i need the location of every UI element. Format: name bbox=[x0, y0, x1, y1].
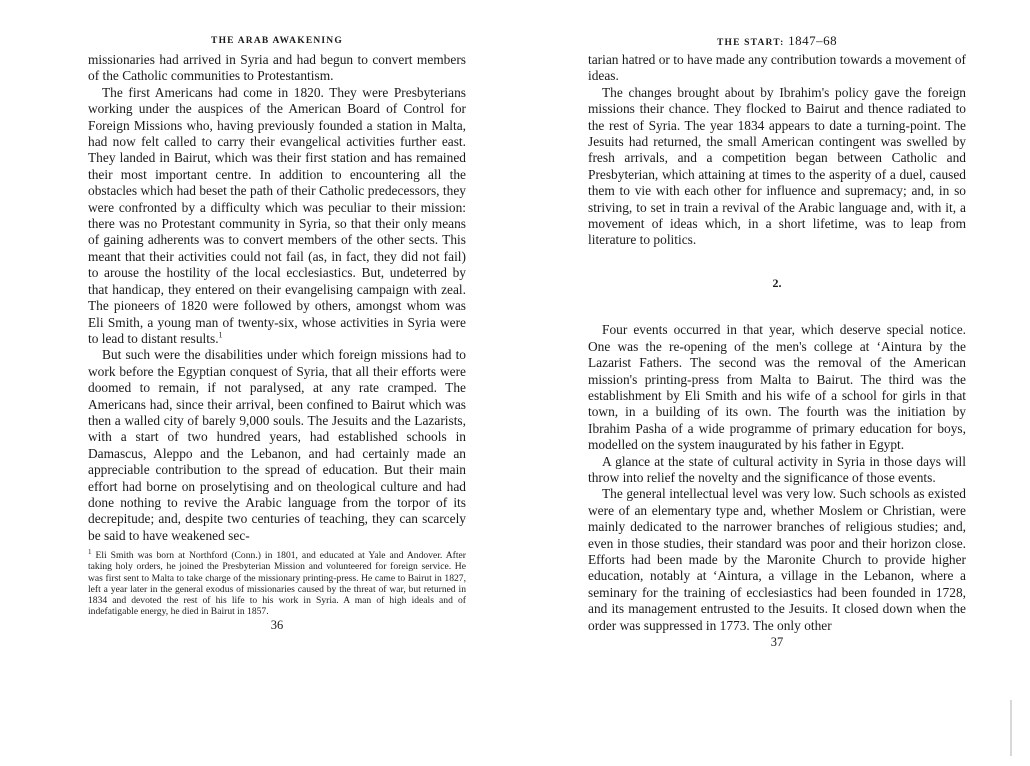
section-number: 2. bbox=[772, 275, 782, 290]
scan-edge-mark bbox=[1010, 700, 1012, 756]
paragraph-text: The first Americans had come in 1820. They were Presbyterians working under the auspices of the American Board of Control for Foreign Missions who, having previously founded a station in Malta, had now felt called to carry their evangelical activities further east. They landed in Bairut, which was their first station and has remained their most important centre. In addition to encountering all the obstacles which had beset the path of their Catholic predecessors, they were confronted by a difficulty which was peculiar to their mission: there was no Protestant community in Syria, so that their only means of gaining adherents was to convert members of the other sects. This meant that their activities could not fail (as, in fact, they did not fail) to arouse the hostility of the local ecclesiastics. But, undeterred by that handicap, they entered on their evangelising campaign with zeal. The pioneers of 1820 were followed by others, amongst whom was Eli Smith, a young man of twenty-six, whose activities in Syria were to lead to distant results. bbox=[88, 84, 466, 346]
paragraph bbox=[88, 85, 466, 348]
running-head-years: 1847–68 bbox=[788, 33, 838, 48]
right-page bbox=[588, 34, 966, 650]
left-page-body bbox=[88, 52, 466, 544]
footnote-reference[interactable]: 1 bbox=[218, 330, 223, 340]
page-number-right: 37 bbox=[770, 635, 784, 649]
footnote-marker: 1 bbox=[88, 548, 92, 556]
paragraph: tarian hatred or to have made any contribution towards a movement of ideas. bbox=[588, 52, 966, 84]
page-number-left: 36 bbox=[270, 618, 284, 633]
running-head-right bbox=[588, 34, 966, 52]
paragraph: A glance at the state of cultural activity in Syria in those days will throw into relief the novelty and the significance of those events. bbox=[588, 453, 966, 485]
paragraph: missionaries had arrived in Syria and had begun to convert members of the Catholic communities to Protestantism. bbox=[88, 52, 466, 84]
footnote bbox=[88, 550, 466, 617]
left-page bbox=[88, 34, 466, 633]
paragraph: Four events occurred in that year, which deserve special notice. One was the re-opening of the men's college at ‘Aintura by the Lazarist Fathers. The second was the removal of the American mission's printing-press from Malta to Bairut. The third was the establishment by Eli Smith and his wife of a school for girls in that town, in a building of its own. The fourth was the initiation by Ibrahim Pasha of a wide programme of primary education for boys, modelled on the system inaugurated by his father in Egypt. bbox=[588, 322, 966, 453]
footnote-text: Eli Smith was born at Northford (Conn.) in 1801, and educated at Yale and Andover. After taking holy orders, he joined the Presbyterian Mission and volunteered for foreign service. He was first sent to Malta to take charge of the missionary printing-press. He came to Bairut in 1827, left a year later in the general exodus of missionaries caused by the threat of war, but returned in 1834 and devoted the rest of his life to his work in Syria. A man of high ideals and of indefatigable energy, he died in Bairut in 1857. bbox=[88, 550, 466, 618]
running-head-title: THE START: bbox=[716, 38, 785, 48]
paragraph: The changes brought about by Ibrahim's policy gave the foreign missions their chance. They flocked to Bairut and thence radiated to the rest of Syria. The year 1834 appears to date a turning-point. The Jesuits had returned, the small American contingent was swelled by fresh arrivals, and a competition began between Catholic and Presbyterian, which attaining at times to the asperity of a duel, caused them to vie with each other for influence and supremacy; and, in so striving, to set in train a revival of the Arabic language and, with it, a movement of ideas which, in a short lifetime, was to leap from literature to politics. bbox=[588, 84, 966, 248]
running-head-left: THE ARAB AWAKENING bbox=[211, 36, 343, 46]
right-page-body bbox=[588, 52, 966, 634]
paragraph: But such were the disabilities under which foreign missions had to work before the Egyptian conquest of Syria, that all their efforts were doomed to remain, if not paralysed, at any rate cramped. The Americans had, since their arrival, been confined to Bairut which was then a walled city of barely 9,000 souls. The Jesuits and the Lazarists, with a start of two hundred years, had established schools in Damascus, Aleppo and the Lebanon, and had certainly made an appreciable contribution to the spread of education. But their main effort had borne on proselytising and on theological culture and had done nothing to revive the Arabic language from the torpor of its decrepitude; and, despite two centuries of teaching, they can scarcely be said to have weakened sec- bbox=[88, 347, 466, 543]
paragraph: The general intellectual level was very low. Such schools as existed were of an elementary type and, whether Moslem or Christian, were mainly dedicated to the narrower branches of religious studies; and, even in those studies, their standard was poor and their horizon close. Efforts had been made by the Maronite Church to provide higher education, notably at ‘Aintura, a village in the Lebanon, where a seminary for the training of ecclesiastics had been founded in 1728, and its management entrusted to the Jesuits. It closed down when the order was suppressed in 1773. The only other bbox=[588, 486, 966, 633]
